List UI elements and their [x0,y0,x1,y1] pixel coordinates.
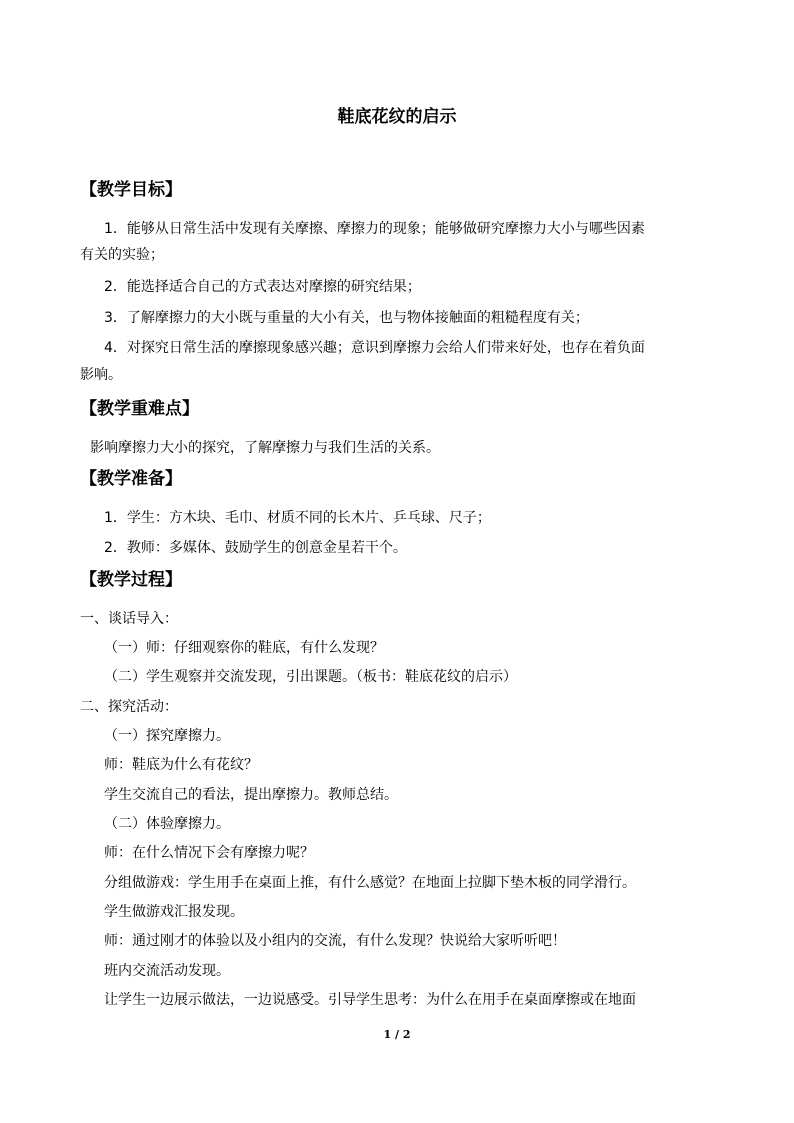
goal-item-4-cont: 影响。 [80,367,122,383]
process-line: 师：通过刚才的体验以及小组内的交流，有什么发现？快说给大家听听吧！ [104,933,566,949]
page-title: 鞋底花纹的启示 [337,107,457,127]
process-line: （二）体验摩擦力。 [104,816,230,832]
process-line: 让学生一边展示做法，一边说感受。引导学生思考：为什么在用手在桌面摩擦或在地面 [104,992,636,1008]
process-line: 二、探究活动： [80,699,178,715]
process-line: （一）师：仔细观察你的鞋底，有什么发现？ [104,640,384,656]
goal-item-1-cont: 有关的实验； [80,247,164,263]
process-line: 分组做游戏：学生用手在桌面上推，有什么感觉？在地面上拉脚下垫木板的同学滑行。 [104,875,636,891]
page-number: 1 / 2 [383,1028,411,1041]
process-line: 一、谈话导入： [80,611,178,627]
process-line: 学生交流自己的看法，提出摩擦力。教师总结。 [104,787,398,803]
prep-item-2: 2．教师：多媒体、鼓励学生的创意金星若干个。 [104,540,407,556]
process-line: 学生做游戏汇报发现。 [104,904,244,920]
prep-item-1: 1．学生：方木块、毛巾、材质不同的长木片、乒乓球、尺子； [104,510,491,526]
heading-preparation: 【教学准备】 [80,469,182,489]
heading-key-points: 【教学重难点】 [80,399,199,419]
goal-item-4: 4．对探究日常生活的摩擦现象感兴趣；意识到摩擦力会给人们带来好处，也存在着负面 [104,340,645,356]
heading-goals: 【教学目标】 [80,180,182,200]
process-line: 师：在什么情况下会有摩擦力呢？ [104,845,314,861]
process-line: 班内交流活动发现。 [104,963,230,979]
key-points-text: 影响摩擦力大小的探究，了解摩擦力与我们生活的关系。 [90,440,440,456]
goal-item-3: 3．了解摩擦力的大小既与重量的大小有关，也与物体接触面的粗糙程度有关； [104,310,589,326]
heading-process: 【教学过程】 [80,570,182,590]
process-line: 师：鞋底为什么有花纹？ [104,757,258,773]
process-line: （一）探究摩擦力。 [104,728,230,744]
goal-item-2: 2．能选择适合自己的方式表达对摩擦的研究结果； [104,279,421,295]
goal-item-1: 1．能够从日常生活中发现有关摩擦、摩擦力的现象；能够做研究摩擦力大小与哪些因素 [104,221,645,237]
process-line: （二）学生观察并交流发现，引出课题。（板书：鞋底花纹的启示） [104,669,517,685]
